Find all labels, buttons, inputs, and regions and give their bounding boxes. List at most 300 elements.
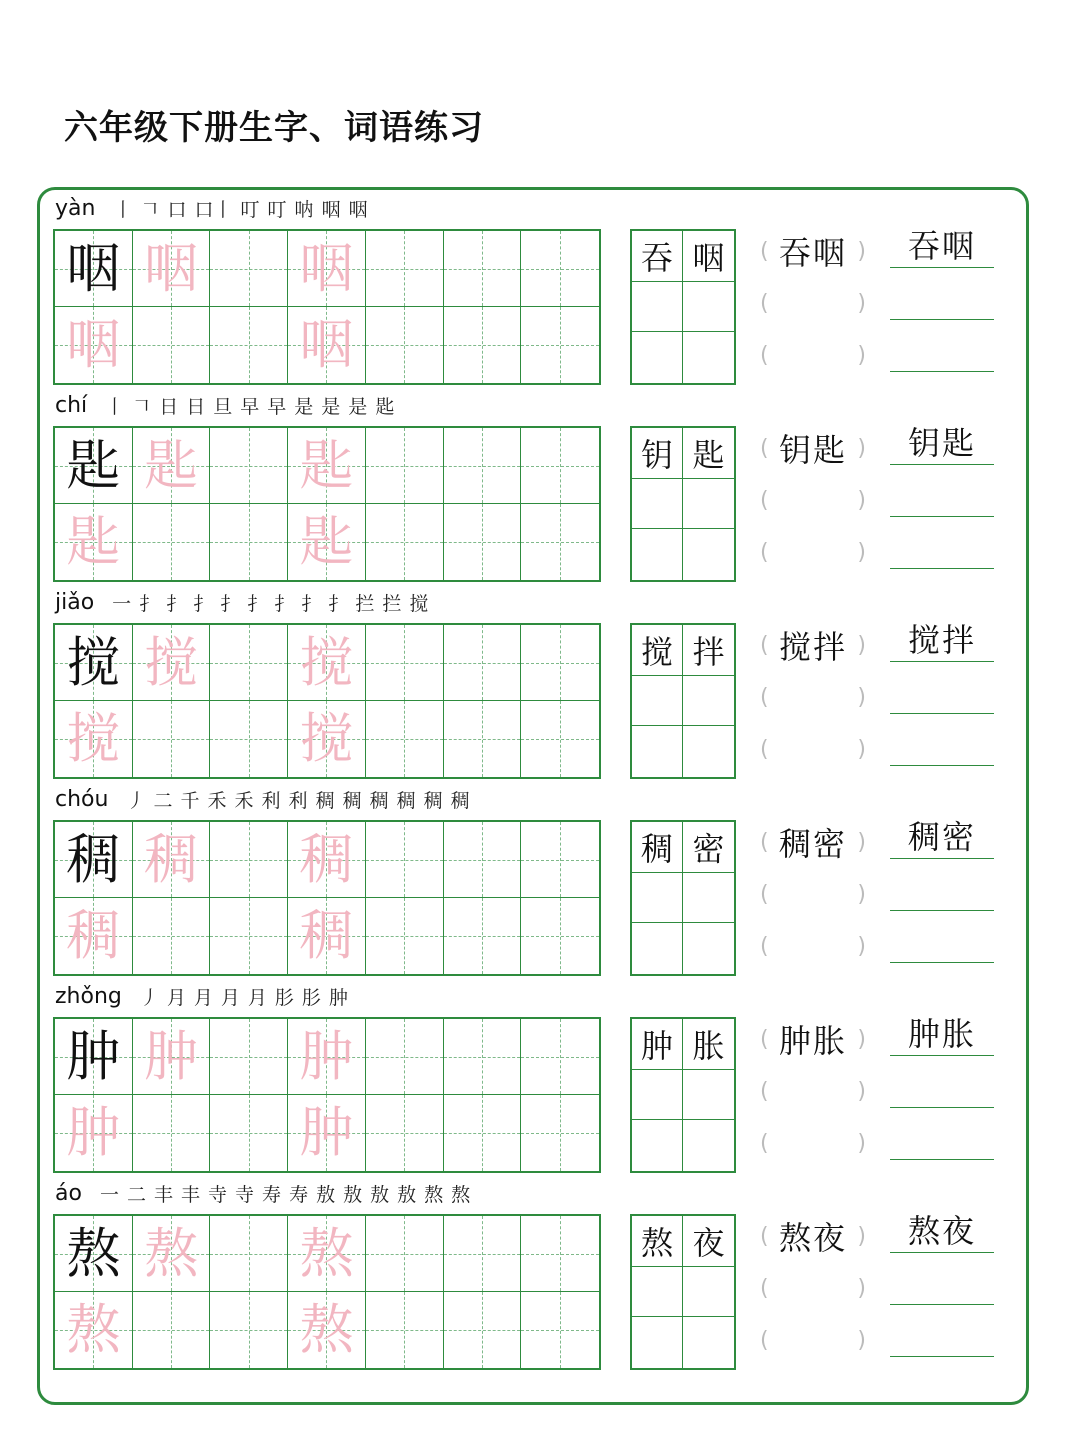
practice-cell[interactable] xyxy=(521,428,599,504)
practice-cell[interactable] xyxy=(210,428,288,504)
bracket-line[interactable] xyxy=(760,281,866,325)
word-cell[interactable] xyxy=(632,726,683,777)
writing-lines-column xyxy=(890,229,994,385)
open-paren: ( xyxy=(760,238,769,264)
practice-cell[interactable] xyxy=(366,1019,444,1095)
word-cell[interactable] xyxy=(683,529,734,580)
stroke-step: 旦 xyxy=(213,395,233,418)
practice-cell[interactable] xyxy=(133,1216,211,1292)
practice-cell[interactable] xyxy=(55,898,133,974)
word-cell[interactable]: 肿 xyxy=(632,1019,683,1070)
pinyin-label: chóu xyxy=(55,786,109,812)
writing-lines-column xyxy=(890,1017,994,1173)
word-cell[interactable]: 咽 xyxy=(683,231,734,282)
stroke-step: 寿 xyxy=(289,1183,309,1206)
stroke-step: 早 xyxy=(267,395,287,418)
bracket-line[interactable] xyxy=(760,1121,866,1165)
stroke-step: 敖 xyxy=(397,1183,417,1206)
practice-cell[interactable] xyxy=(288,1216,366,1292)
trace-character: 稠 xyxy=(144,827,199,891)
stroke-step: 叮 xyxy=(267,198,287,221)
stroke-step: 二 xyxy=(153,789,173,812)
writing-line[interactable] xyxy=(890,333,994,372)
practice-cell[interactable] xyxy=(366,1095,444,1171)
practice-cell[interactable] xyxy=(288,625,366,701)
word-cell[interactable] xyxy=(683,1070,734,1121)
writing-line[interactable]: 钥匙 xyxy=(890,426,994,465)
page-title: 六年级下册生字、词语练习 xyxy=(64,108,484,148)
bracket-word: 稠密 xyxy=(778,825,847,863)
practice-cell[interactable] xyxy=(444,428,522,504)
word-cell[interactable] xyxy=(683,676,734,727)
stroke-step: 熬 xyxy=(451,1183,471,1206)
writing-line[interactable] xyxy=(890,1121,994,1160)
trace-character: 咽 xyxy=(299,313,354,376)
writing-line[interactable] xyxy=(890,530,994,569)
practice-cell[interactable] xyxy=(55,1216,133,1292)
writing-line[interactable] xyxy=(890,675,994,714)
practice-cell[interactable] xyxy=(55,428,133,504)
bracket-line[interactable] xyxy=(760,478,866,522)
writing-line[interactable] xyxy=(890,924,994,963)
bracket-line[interactable] xyxy=(760,872,866,916)
open-paren: ( xyxy=(760,933,769,959)
open-paren: ( xyxy=(760,1026,769,1052)
writing-line[interactable] xyxy=(890,478,994,517)
close-paren: ) xyxy=(857,342,866,368)
bracket-line[interactable] xyxy=(760,820,866,864)
practice-cell[interactable] xyxy=(366,504,444,580)
close-paren: ) xyxy=(857,539,866,565)
stroke-step: 寿 xyxy=(262,1183,282,1206)
practice-cell[interactable] xyxy=(55,701,133,777)
practice-cell[interactable] xyxy=(444,1095,522,1171)
char-entry xyxy=(0,581,1080,778)
practice-cell[interactable] xyxy=(210,1216,288,1292)
word-cell[interactable] xyxy=(632,1267,683,1318)
stroke-step: 熬 xyxy=(424,1183,444,1206)
stroke-order-row xyxy=(55,390,394,420)
word-practice-grid xyxy=(630,820,736,976)
practice-cell[interactable] xyxy=(288,428,366,504)
stroke-step: 敖 xyxy=(316,1183,336,1206)
word-cell[interactable] xyxy=(683,1317,734,1368)
stroke-step: 肿 xyxy=(328,986,348,1009)
open-paren: ( xyxy=(760,881,769,907)
stroke-step: 二 xyxy=(126,1183,146,1206)
word-cell[interactable] xyxy=(632,282,683,333)
practice-cell[interactable] xyxy=(366,822,444,898)
close-paren: ) xyxy=(857,933,866,959)
stroke-step: 稠 xyxy=(342,789,362,812)
char-entry xyxy=(0,1172,1080,1369)
bracket-line[interactable] xyxy=(760,1318,866,1362)
bracket-line[interactable] xyxy=(760,727,866,771)
stroke-step: 稠 xyxy=(450,789,470,812)
stroke-step: 扌 xyxy=(328,592,348,615)
practice-cell[interactable] xyxy=(366,428,444,504)
bracket-practice-column xyxy=(760,229,866,385)
model-character: 匙 xyxy=(66,433,121,497)
bracket-line[interactable] xyxy=(760,530,866,574)
stroke-step: 禾 xyxy=(234,789,254,812)
practice-cell[interactable] xyxy=(444,1216,522,1292)
practice-cell[interactable] xyxy=(288,1019,366,1095)
close-paren: ) xyxy=(857,632,866,658)
char-entry xyxy=(0,187,1080,384)
writing-line[interactable] xyxy=(890,872,994,911)
word-cell[interactable]: 夜 xyxy=(683,1216,734,1267)
trace-character: 熬 xyxy=(66,1298,121,1361)
open-paren: ( xyxy=(760,632,769,658)
close-paren: ) xyxy=(857,1327,866,1353)
trace-character: 稠 xyxy=(299,904,354,967)
pinyin-label: jiǎo xyxy=(55,589,95,615)
char-entry xyxy=(0,778,1080,975)
practice-cell[interactable] xyxy=(133,898,211,974)
trace-character: 咽 xyxy=(299,236,354,300)
practice-cell[interactable] xyxy=(55,822,133,898)
stroke-step: 稠 xyxy=(369,789,389,812)
practice-cell[interactable] xyxy=(444,822,522,898)
practice-cell[interactable] xyxy=(444,1019,522,1095)
open-paren: ( xyxy=(760,736,769,762)
word-cell[interactable]: 吞 xyxy=(632,231,683,282)
practice-cell[interactable] xyxy=(55,1095,133,1171)
practice-cell[interactable] xyxy=(210,625,288,701)
close-paren: ) xyxy=(857,736,866,762)
practice-cell[interactable] xyxy=(521,1019,599,1095)
model-character: 稠 xyxy=(66,827,121,891)
close-paren: ) xyxy=(857,1275,866,1301)
bracket-line[interactable] xyxy=(760,333,866,377)
practice-cell[interactable] xyxy=(210,1292,288,1368)
stroke-order-row xyxy=(55,784,470,814)
writing-lines-column xyxy=(890,1214,994,1370)
stroke-step: 早 xyxy=(240,395,260,418)
practice-cell[interactable] xyxy=(288,701,366,777)
writing-line[interactable]: 熬夜 xyxy=(890,1214,994,1253)
practice-cell[interactable] xyxy=(210,307,288,383)
practice-cell[interactable] xyxy=(366,1292,444,1368)
practice-cell[interactable] xyxy=(210,898,288,974)
practice-cell[interactable] xyxy=(288,307,366,383)
word-cell[interactable]: 密 xyxy=(683,822,734,873)
stroke-step: 日 xyxy=(159,395,179,418)
bracket-practice-column xyxy=(760,1017,866,1173)
practice-cell[interactable] xyxy=(521,898,599,974)
practice-cell[interactable] xyxy=(210,231,288,307)
stroke-step: 是 xyxy=(294,395,314,418)
open-paren: ( xyxy=(760,1275,769,1301)
stroke-step: 千 xyxy=(180,789,200,812)
practice-cell[interactable] xyxy=(521,504,599,580)
practice-cell[interactable] xyxy=(288,1095,366,1171)
word-cell[interactable] xyxy=(683,282,734,333)
close-paren: ) xyxy=(857,290,866,316)
practice-cell[interactable] xyxy=(521,307,599,383)
writing-lines-column xyxy=(890,623,994,779)
word-practice-grid xyxy=(630,229,736,385)
stroke-order-row xyxy=(55,1178,470,1208)
practice-cell[interactable] xyxy=(133,428,211,504)
close-paren: ) xyxy=(857,1130,866,1156)
stroke-step: 稠 xyxy=(396,789,416,812)
practice-cell[interactable] xyxy=(133,1292,211,1368)
practice-cell[interactable] xyxy=(288,231,366,307)
word-cell[interactable] xyxy=(632,676,683,727)
word-cell[interactable] xyxy=(632,1070,683,1121)
word-cell[interactable] xyxy=(632,529,683,580)
practice-cell[interactable] xyxy=(521,1216,599,1292)
word-cell[interactable] xyxy=(632,332,683,383)
practice-cell[interactable] xyxy=(133,1019,211,1095)
close-paren: ) xyxy=(857,829,866,855)
bracket-practice-column xyxy=(760,820,866,976)
stroke-step: 扌 xyxy=(301,592,321,615)
practice-cell[interactable] xyxy=(444,307,522,383)
trace-character: 肿 xyxy=(66,1101,121,1164)
trace-character: 肿 xyxy=(144,1024,199,1088)
practice-cell[interactable] xyxy=(521,1095,599,1171)
writing-line[interactable] xyxy=(890,1266,994,1305)
word-cell[interactable] xyxy=(632,1317,683,1368)
practice-cell[interactable] xyxy=(133,822,211,898)
writing-line[interactable]: 稠密 xyxy=(890,820,994,859)
practice-cell[interactable] xyxy=(133,307,211,383)
practice-cell[interactable] xyxy=(444,231,522,307)
stroke-step: 丨 xyxy=(105,395,125,418)
bracket-practice-column xyxy=(760,426,866,582)
stroke-step: 稠 xyxy=(423,789,443,812)
bracket-word: 吞咽 xyxy=(778,234,847,272)
close-paren: ) xyxy=(857,1223,866,1249)
word-cell[interactable] xyxy=(632,1120,683,1171)
word-cell[interactable]: 胀 xyxy=(683,1019,734,1070)
practice-cell[interactable] xyxy=(521,231,599,307)
stroke-order-row xyxy=(55,587,428,617)
close-paren: ) xyxy=(857,684,866,710)
stroke-step: 月 xyxy=(247,986,267,1009)
word-cell[interactable] xyxy=(683,923,734,974)
practice-cell[interactable] xyxy=(444,898,522,974)
practice-cell[interactable] xyxy=(210,1095,288,1171)
open-paren: ( xyxy=(760,487,769,513)
open-paren: ( xyxy=(760,829,769,855)
practice-cell[interactable] xyxy=(55,1292,133,1368)
trace-character: 搅 xyxy=(66,707,121,770)
open-paren: ( xyxy=(760,342,769,368)
word-cell[interactable]: 搅 xyxy=(632,625,683,676)
practice-cell[interactable] xyxy=(288,1292,366,1368)
stroke-step: 稠 xyxy=(315,789,335,812)
bracket-line[interactable] xyxy=(760,1266,866,1310)
practice-cell[interactable] xyxy=(288,898,366,974)
pinyin-label: chí xyxy=(55,392,88,418)
practice-grid xyxy=(53,623,601,779)
practice-cell[interactable] xyxy=(521,822,599,898)
trace-character: 熬 xyxy=(299,1221,354,1285)
stroke-step: 利 xyxy=(288,789,308,812)
practice-cell[interactable] xyxy=(366,1216,444,1292)
word-practice-grid xyxy=(630,426,736,582)
word-cell[interactable] xyxy=(683,873,734,924)
practice-cell[interactable] xyxy=(133,231,211,307)
word-cell[interactable]: 匙 xyxy=(683,428,734,479)
word-cell[interactable] xyxy=(632,923,683,974)
stroke-step: 扌 xyxy=(220,592,240,615)
practice-cell[interactable] xyxy=(210,701,288,777)
practice-cell[interactable] xyxy=(366,898,444,974)
writing-lines-column xyxy=(890,426,994,582)
close-paren: ) xyxy=(857,238,866,264)
open-paren: ( xyxy=(760,1223,769,1249)
writing-line[interactable] xyxy=(890,281,994,320)
practice-cell[interactable] xyxy=(288,504,366,580)
trace-character: 匙 xyxy=(299,433,354,497)
word-cell[interactable] xyxy=(683,1120,734,1171)
practice-cell[interactable] xyxy=(133,504,211,580)
writing-line[interactable] xyxy=(890,1318,994,1357)
stroke-step: 搅 xyxy=(409,592,429,615)
word-cell[interactable]: 熬 xyxy=(632,1216,683,1267)
open-paren: ( xyxy=(760,1078,769,1104)
pinyin-label: áo xyxy=(55,1180,82,1206)
stroke-step: 丿 xyxy=(139,986,159,1009)
practice-cell[interactable] xyxy=(133,625,211,701)
practice-grid xyxy=(53,1214,601,1370)
stroke-step: 日 xyxy=(186,395,206,418)
close-paren: ) xyxy=(857,435,866,461)
practice-cell[interactable] xyxy=(521,1292,599,1368)
model-character: 肿 xyxy=(66,1024,121,1088)
bracket-line[interactable] xyxy=(760,229,866,273)
practice-cell[interactable] xyxy=(288,822,366,898)
stroke-step: 丰 xyxy=(181,1183,201,1206)
char-entry xyxy=(0,975,1080,1172)
stroke-step: 呐 xyxy=(294,198,314,221)
stroke-step: 扌 xyxy=(247,592,267,615)
practice-cell[interactable] xyxy=(444,1292,522,1368)
stroke-step: 扌 xyxy=(139,592,159,615)
stroke-step: 是 xyxy=(321,395,341,418)
word-cell[interactable]: 拌 xyxy=(683,625,734,676)
stroke-step: 拦 xyxy=(355,592,375,615)
stroke-step: 敖 xyxy=(370,1183,390,1206)
stroke-step: 咽 xyxy=(348,198,368,221)
bracket-line[interactable] xyxy=(760,675,866,719)
bracket-word: 肿胀 xyxy=(778,1022,847,1060)
practice-cell[interactable] xyxy=(444,504,522,580)
word-cell[interactable] xyxy=(683,726,734,777)
word-cell[interactable]: 钥 xyxy=(632,428,683,479)
stroke-step: 咽 xyxy=(321,198,341,221)
word-cell[interactable] xyxy=(683,332,734,383)
practice-grid xyxy=(53,229,601,385)
trace-character: 肿 xyxy=(299,1024,354,1088)
stroke-step: 月 xyxy=(166,986,186,1009)
stroke-step: 口丨 xyxy=(194,198,233,221)
stroke-step: 月 xyxy=(220,986,240,1009)
trace-character: 肿 xyxy=(299,1101,354,1164)
practice-cell[interactable] xyxy=(521,701,599,777)
stroke-step: 一 xyxy=(112,592,132,615)
practice-cell[interactable] xyxy=(210,822,288,898)
word-cell[interactable] xyxy=(683,479,734,530)
bracket-line[interactable] xyxy=(760,1069,866,1113)
writing-line[interactable] xyxy=(890,727,994,766)
trace-character: 稠 xyxy=(66,904,121,967)
stroke-step: 丰 xyxy=(153,1183,173,1206)
practice-grid xyxy=(53,820,601,976)
stroke-step: 寺 xyxy=(208,1183,228,1206)
stroke-step: 是 xyxy=(348,395,368,418)
open-paren: ( xyxy=(760,435,769,461)
practice-cell[interactable] xyxy=(55,504,133,580)
bracket-line[interactable] xyxy=(760,426,866,470)
word-cell[interactable] xyxy=(683,1267,734,1318)
practice-cell[interactable] xyxy=(521,625,599,701)
trace-character: 熬 xyxy=(144,1221,199,1285)
practice-cell[interactable] xyxy=(366,701,444,777)
close-paren: ) xyxy=(857,1078,866,1104)
bracket-line[interactable] xyxy=(760,924,866,968)
word-cell[interactable] xyxy=(632,479,683,530)
practice-cell[interactable] xyxy=(366,231,444,307)
word-cell[interactable]: 稠 xyxy=(632,822,683,873)
trace-character: 搅 xyxy=(144,630,199,694)
practice-cell[interactable] xyxy=(55,1019,133,1095)
practice-cell[interactable] xyxy=(366,307,444,383)
stroke-step: 𠃍 xyxy=(132,395,152,418)
word-cell[interactable] xyxy=(632,873,683,924)
stroke-step: 丨 xyxy=(113,198,133,221)
practice-cell[interactable] xyxy=(133,1095,211,1171)
practice-cell[interactable] xyxy=(55,231,133,307)
model-character: 熬 xyxy=(66,1221,121,1285)
writing-line[interactable]: 搅拌 xyxy=(890,623,994,662)
bracket-line[interactable] xyxy=(760,1017,866,1061)
trace-character: 咽 xyxy=(144,236,199,300)
practice-cell[interactable] xyxy=(444,701,522,777)
stroke-step: 月 xyxy=(193,986,213,1009)
writing-line[interactable]: 吞咽 xyxy=(890,229,994,268)
practice-grid xyxy=(53,1017,601,1173)
stroke-step: 扌 xyxy=(274,592,294,615)
writing-line[interactable] xyxy=(890,1069,994,1108)
practice-cell[interactable] xyxy=(366,625,444,701)
practice-cell[interactable] xyxy=(133,701,211,777)
pinyin-label: yàn xyxy=(55,195,96,221)
trace-character: 搅 xyxy=(299,707,354,770)
practice-cell[interactable] xyxy=(210,1019,288,1095)
bracket-practice-column xyxy=(760,1214,866,1370)
practice-cell[interactable] xyxy=(210,504,288,580)
practice-cell[interactable] xyxy=(55,307,133,383)
bracket-word: 熬夜 xyxy=(778,1219,847,1257)
stroke-step: 丿 xyxy=(126,789,146,812)
char-entry xyxy=(0,384,1080,581)
trace-character: 匙 xyxy=(144,433,199,497)
bracket-line[interactable] xyxy=(760,623,866,667)
writing-line[interactable]: 肿胀 xyxy=(890,1017,994,1056)
practice-cell[interactable] xyxy=(55,625,133,701)
model-character: 搅 xyxy=(66,630,121,694)
stroke-step: 匙 xyxy=(375,395,395,418)
stroke-step: 𠃍 xyxy=(140,198,160,221)
practice-cell[interactable] xyxy=(444,625,522,701)
bracket-line[interactable] xyxy=(760,1214,866,1258)
